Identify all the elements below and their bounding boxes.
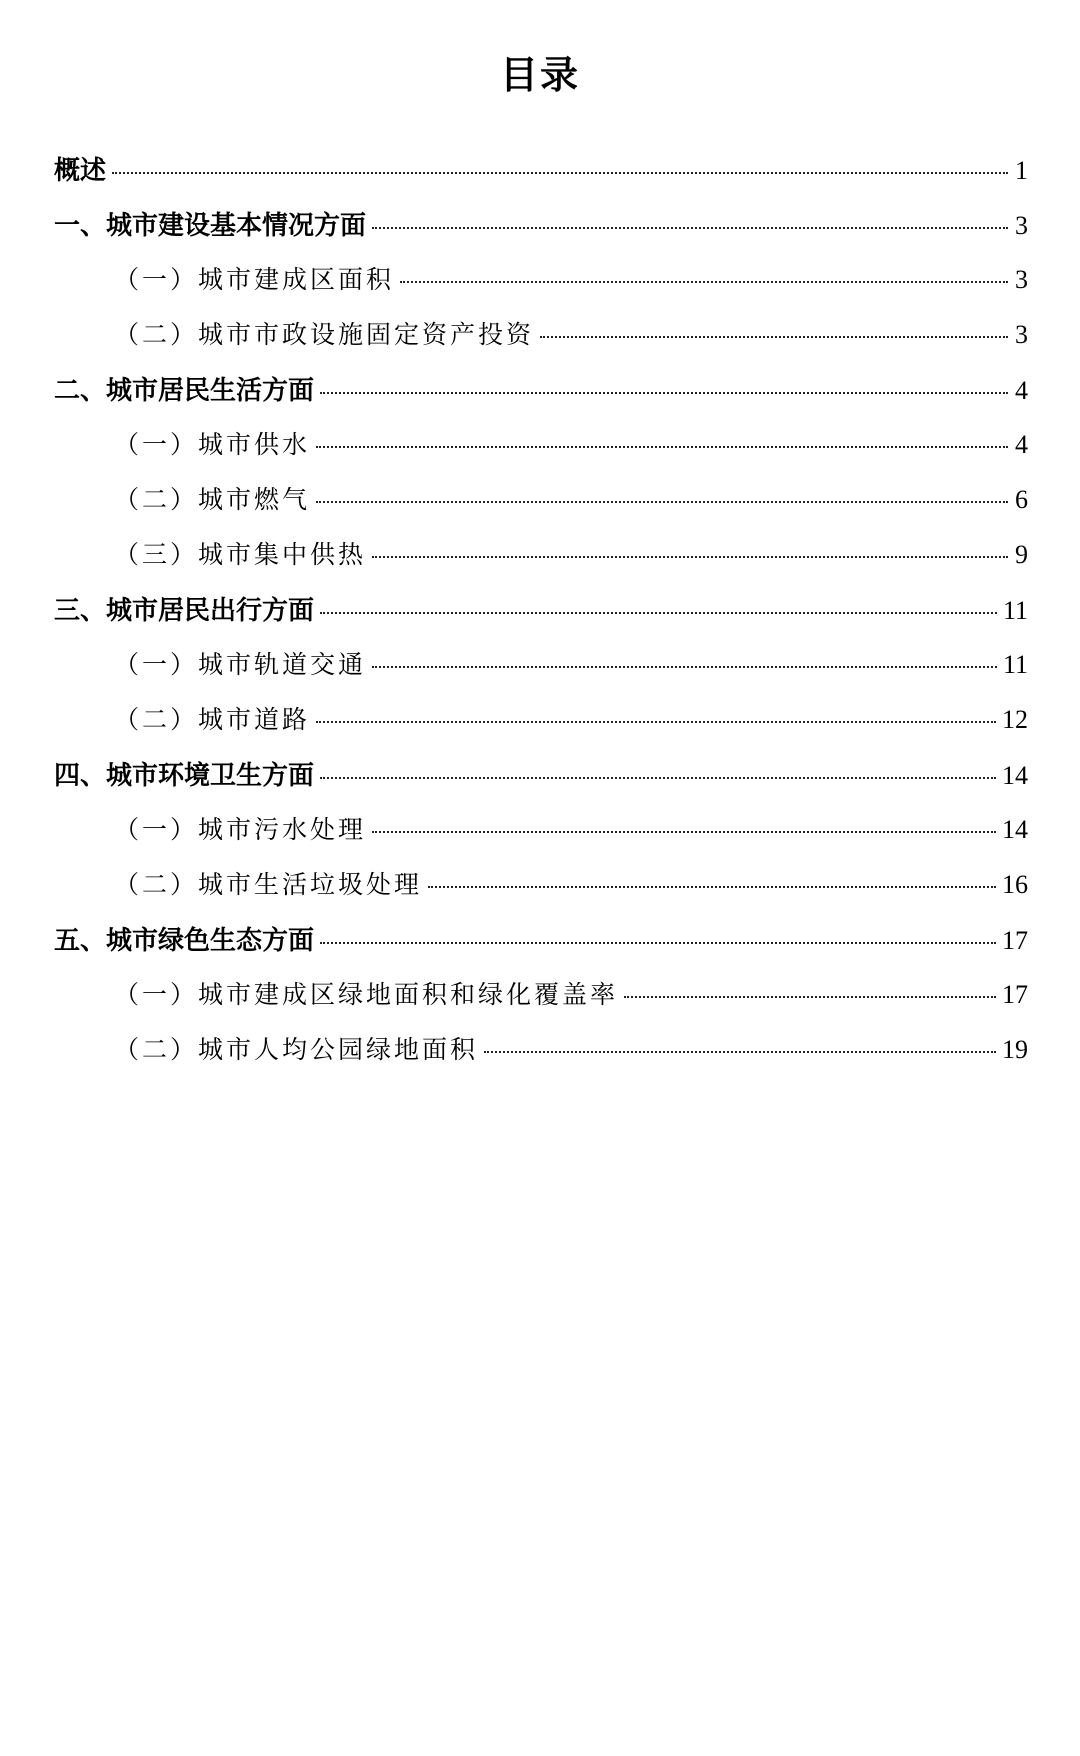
dot-leader — [320, 392, 1008, 394]
toc-page-number: 9 — [1015, 540, 1028, 569]
toc-entry-label: （一）城市供水 — [114, 430, 311, 459]
dot-leader — [624, 996, 996, 998]
toc-entry-label: 三、城市居民出行方面 — [54, 596, 315, 626]
dot-leader — [372, 831, 996, 833]
toc-page-number: 17 — [1002, 980, 1028, 1009]
toc-entry-section-5-1[interactable] — [54, 975, 1028, 1030]
toc-entry-label: 五、城市绿色生态方面 — [54, 926, 315, 956]
toc-entry-label: （一）城市轨道交通 — [114, 650, 367, 679]
dot-leader — [400, 281, 1008, 283]
toc-entry-section-3-1[interactable] — [54, 645, 1028, 700]
dot-leader — [372, 227, 1008, 229]
toc-page-number: 3 — [1015, 320, 1028, 349]
toc-entry-label: （二）城市道路 — [114, 705, 311, 734]
toc-entry-label: 二、城市居民生活方面 — [54, 376, 315, 406]
toc-entry-section-2[interactable] — [54, 370, 1028, 425]
toc-entry-section-2-3[interactable] — [54, 535, 1028, 590]
toc-page-number: 3 — [1015, 265, 1028, 294]
dot-leader — [484, 1051, 996, 1053]
toc-entry-label: （二）城市生活垃圾处理 — [114, 870, 423, 899]
toc-page-number: 19 — [1002, 1035, 1028, 1064]
toc-entry-label: （一）城市建成区绿地面积和绿化覆盖率 — [114, 980, 619, 1009]
toc-entry-label: 概述 — [54, 156, 107, 186]
toc-entry-section-1[interactable] — [54, 205, 1028, 260]
toc-page-number: 17 — [1002, 926, 1028, 955]
toc-entry-overview[interactable] — [54, 150, 1028, 205]
toc-entry-section-1-1[interactable] — [54, 260, 1028, 315]
toc-entry-section-4-1[interactable] — [54, 810, 1028, 865]
toc-entry-label: （三）城市集中供热 — [114, 540, 367, 569]
page-title: 目录 — [499, 53, 580, 97]
toc-entry-section-3-2[interactable] — [54, 700, 1028, 755]
toc-entry-label: （二）城市燃气 — [114, 485, 311, 514]
dot-leader — [320, 942, 996, 944]
dot-leader — [320, 777, 996, 779]
dot-leader — [316, 501, 1008, 503]
toc-entry-label: （二）城市人均公园绿地面积 — [114, 1035, 479, 1064]
toc-entry-label: 一、城市建设基本情况方面 — [54, 211, 367, 241]
toc-page-number: 14 — [1002, 761, 1028, 790]
toc-entry-label: （一）城市污水处理 — [114, 815, 367, 844]
toc-entry-section-5-2[interactable] — [54, 1030, 1028, 1085]
dot-leader — [428, 886, 996, 888]
toc-entry-section-2-1[interactable] — [54, 425, 1028, 480]
dot-leader — [540, 336, 1008, 338]
toc-entry-section-1-2[interactable] — [54, 315, 1028, 370]
toc-page-number: 3 — [1015, 211, 1028, 240]
toc-entry-label: （二）城市市政设施固定资产投资 — [114, 320, 535, 349]
toc-entry-section-3[interactable] — [54, 590, 1028, 645]
toc-page-number: 12 — [1002, 705, 1028, 734]
toc-page-number: 16 — [1002, 870, 1028, 899]
toc-entry-section-5[interactable] — [54, 920, 1028, 975]
toc-page-number: 4 — [1015, 376, 1028, 405]
dot-leader — [316, 721, 996, 723]
toc-entry-label: 四、城市环境卫生方面 — [54, 761, 315, 791]
toc-entry-label: （一）城市建成区面积 — [114, 265, 395, 294]
dot-leader — [372, 556, 1008, 558]
toc-page-number: 4 — [1015, 430, 1028, 459]
toc-page-number: 11 — [1002, 650, 1028, 679]
dot-leader — [316, 446, 1008, 448]
table-of-contents — [54, 150, 1028, 1085]
dot-leader — [112, 172, 1008, 174]
toc-page-number: 6 — [1015, 485, 1028, 514]
toc-page-number: 1 — [1015, 156, 1028, 185]
toc-page-number: 14 — [1002, 815, 1028, 844]
toc-entry-section-4[interactable] — [54, 755, 1028, 810]
toc-page-number: 11 — [1002, 596, 1028, 625]
dot-leader — [372, 666, 997, 668]
dot-leader — [320, 612, 997, 614]
toc-entry-section-4-2[interactable] — [54, 865, 1028, 920]
toc-entry-section-2-2[interactable] — [54, 480, 1028, 535]
